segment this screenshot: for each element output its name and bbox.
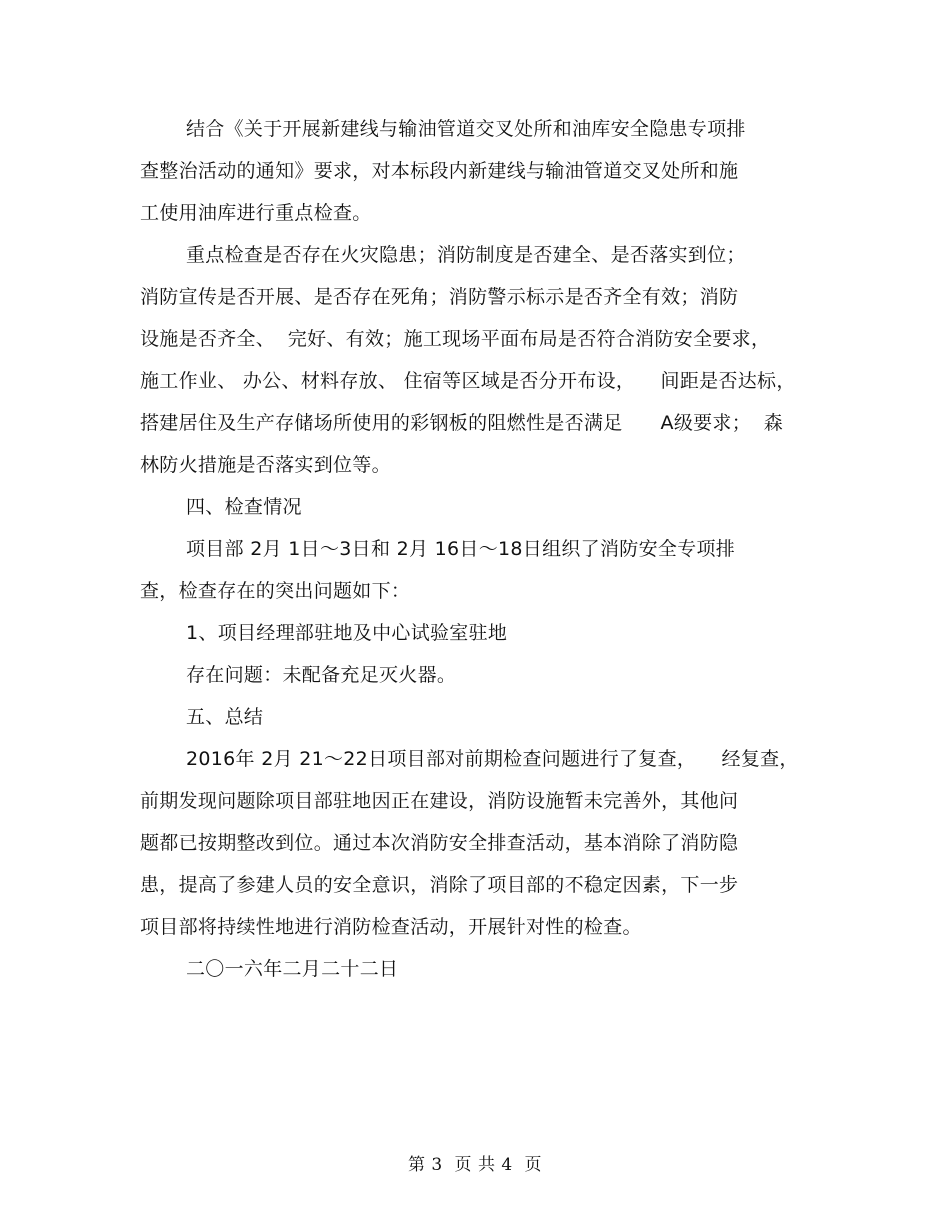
body-line: 存在问题：未配备充足灭火器。: [186, 664, 457, 686]
body-line: 消防宣传是否开展、是否存在死角；消防警示标示是否齐全有效；消防: [140, 286, 739, 308]
body-line: 2016年 2月 21～22日项目部对前期检查问题进行了复查， 经复查，: [186, 748, 799, 770]
body-line: 题都已按期整改到位。通过本次消防安全排查活动，基本消除了消防隐: [140, 832, 739, 854]
section-heading: 四、检查情况: [186, 496, 302, 518]
date-line: 二〇一六年二月二十二日: [186, 958, 399, 980]
body-line: 结合《关于开展新建线与输油管道交叉处所和油库安全隐患专项排: [186, 118, 746, 140]
body-line: 查，检查存在的突出问题如下：: [140, 580, 411, 602]
body-line: 设施是否齐全、 完好、有效；施工现场平面布局是否符合消防安全要求，: [140, 328, 771, 350]
body-line: 前期发现问题除项目部驻地因正在建设，消防设施暂未完善外，其他问: [140, 790, 739, 812]
section-heading: 五、总结: [186, 706, 264, 728]
body-line: 项目部将持续性地进行消防检查活动，开展针对性的检查。: [140, 916, 642, 938]
body-line: 林防火措施是否落实到位等。: [140, 454, 391, 476]
body-line: 患，提高了参建人员的安全意识，消除了项目部的不稳定因素，下一步: [140, 874, 739, 896]
body-line: 项目部 2月 1日～3日和 2月 16日～18日组织了消防安全专项排: [186, 538, 736, 560]
body-line: 重点检查是否存在火灾隐患；消防制度是否建全、是否落实到位；: [186, 244, 746, 266]
body-line: 搭建居住及生产存储场所使用的彩钢板的阻燃性是否满足 A级要求； 森: [140, 412, 784, 434]
body-line: 工使用油库进行重点检查。: [140, 202, 372, 224]
body-line: 施工作业、 办公、材料存放、 住宿等区域是否分开布设， 间距是否达标，: [140, 370, 796, 392]
list-item: 1、项目经理部驻地及中心试验室驻地: [186, 622, 508, 644]
body-line: 查整治活动的通知》要求，对本标段内新建线与输油管道交叉处所和施: [140, 160, 739, 182]
page-number-footer: 第 3 页 共 4 页: [408, 1155, 542, 1175]
